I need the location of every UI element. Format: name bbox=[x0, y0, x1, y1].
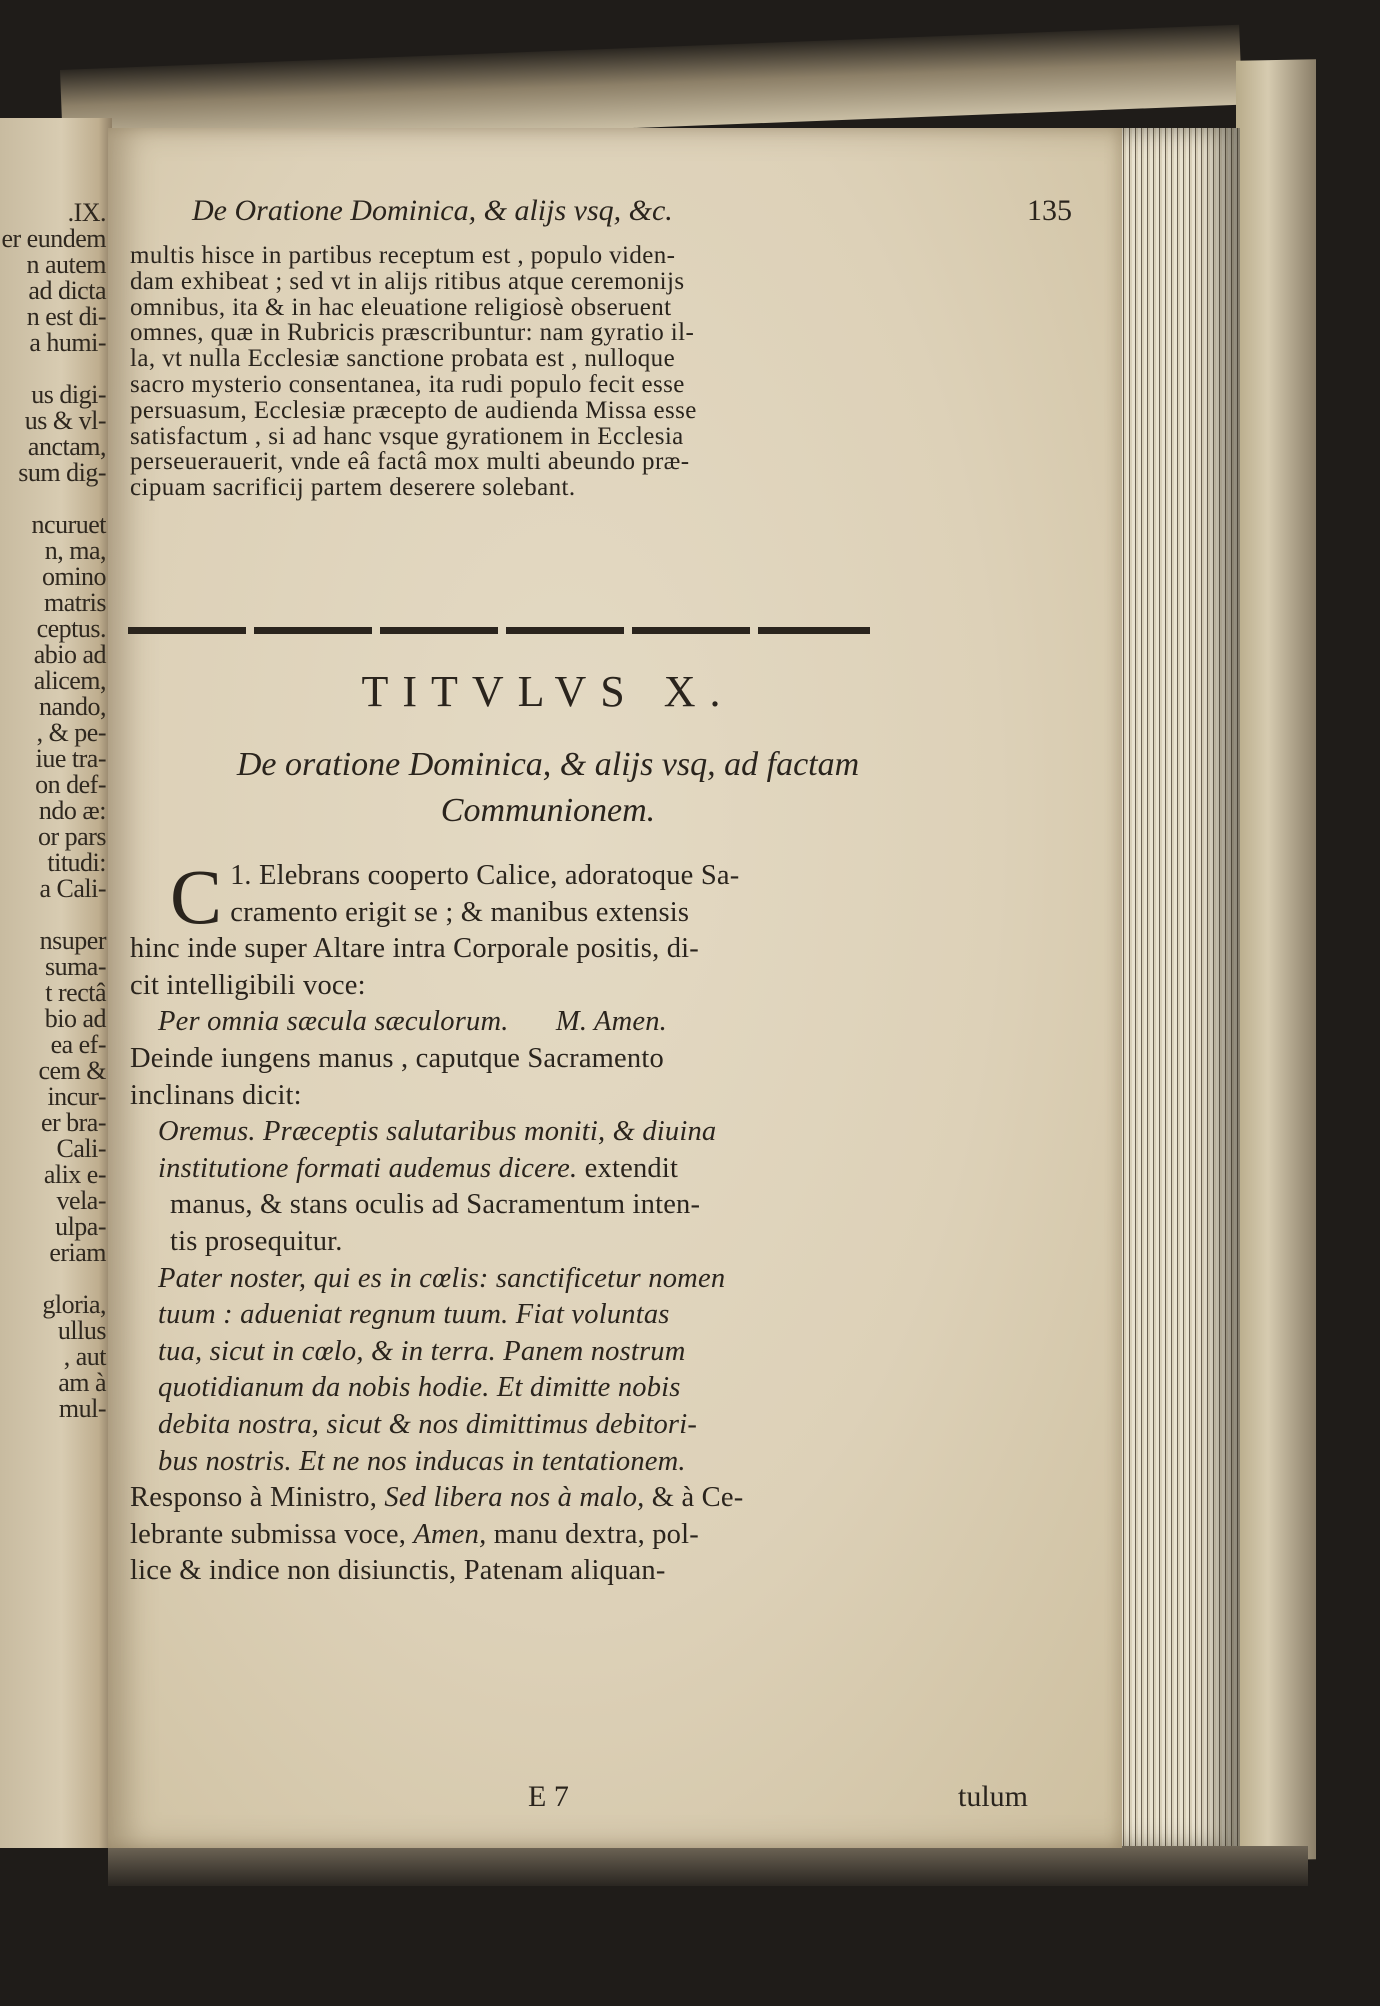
text-line: tua, sicut in cœlo, & in terra. Panem nostrum bbox=[158, 1335, 686, 1367]
text-line: vela- bbox=[56, 1186, 106, 1215]
text-line: , & pe- bbox=[36, 718, 106, 747]
text-line: Cali- bbox=[56, 1134, 106, 1163]
responso-text: & à Ce- bbox=[644, 1482, 744, 1514]
responso-line bbox=[130, 1480, 1030, 1517]
text-line: incur- bbox=[47, 1082, 106, 1111]
line-text: cramento erigit se ; & manibus extensis bbox=[230, 896, 690, 928]
paragraph-continued bbox=[130, 243, 1030, 501]
right-page bbox=[108, 128, 1122, 1848]
text-line: am à bbox=[58, 1368, 106, 1397]
paragraph-lines bbox=[130, 931, 1030, 1004]
paragraph-1 bbox=[130, 858, 1030, 1590]
text-line: , aut bbox=[63, 1342, 106, 1371]
text-line: us & vl- bbox=[24, 406, 106, 435]
page-edges bbox=[1120, 128, 1240, 1848]
text-line: .IX. bbox=[67, 198, 106, 227]
line bbox=[130, 895, 1030, 932]
text-line: abio ad bbox=[33, 640, 106, 669]
celebrante-line bbox=[130, 1517, 1030, 1554]
text-line: persuasum, Ecclesiæ præcepto de audienda Missa esse bbox=[130, 396, 697, 424]
celebrante-text: manu dextra, pol- bbox=[486, 1518, 699, 1550]
text-line: mul- bbox=[58, 1394, 106, 1423]
oremus-line-1 bbox=[130, 1114, 1030, 1151]
prayer-per-omnia bbox=[130, 1004, 1030, 1041]
text-line: sacro mysterio consentanea, ita rudi populo fecit esse bbox=[130, 370, 685, 398]
text-line: tuum : adueniat regnum tuum. Fiat voluntas bbox=[158, 1299, 670, 1331]
text-line: ceptus. bbox=[36, 614, 106, 643]
text-line bbox=[1, 1266, 106, 1292]
responso-italic: Sed libera nos à malo, bbox=[384, 1482, 645, 1514]
running-header bbox=[192, 194, 1072, 234]
line-text: lice & indice non disiunctis, Patenam aliquan- bbox=[130, 1555, 666, 1587]
catchword: tulum bbox=[957, 1780, 1028, 1813]
celebrante-text: lebrante submissa voce, bbox=[130, 1518, 414, 1550]
text-line: alix e- bbox=[43, 1160, 106, 1189]
section-title: TITVLVS X. bbox=[361, 667, 735, 716]
running-title: De Oratione Dominica, & alijs vsq, &c. bbox=[192, 194, 673, 227]
text-line: dam exhibeat ; sed vt in alijs ritibus atque ceremonijs bbox=[130, 267, 685, 295]
text-line: nsuper bbox=[39, 926, 106, 955]
line-text: Elebrans cooperto Calice, adoratoque Sa- bbox=[258, 860, 740, 891]
text-line: cipuam sacrificij partem deserere solebant. bbox=[130, 474, 576, 501]
oremus-text: institutione formati audemus dicere. bbox=[158, 1152, 578, 1184]
rubric-lines bbox=[130, 1187, 1030, 1260]
paragraph-number: 1. bbox=[230, 860, 252, 891]
text-line: alicem, bbox=[33, 666, 106, 695]
text-line bbox=[1, 486, 106, 512]
text-line: a humi- bbox=[29, 328, 106, 357]
per-omnia-text: Per omnia sæcula sæculorum. bbox=[158, 1006, 509, 1038]
text-line: perseuerauerit, vnde eâ factâ mox multi abeundo præ- bbox=[130, 448, 690, 476]
text-line bbox=[1, 902, 106, 928]
text-line: bus nostris. Et ne nos inducas in tentationem. bbox=[158, 1445, 686, 1477]
oremus-text: Oremus. Præceptis salutaribus moniti, & diuina bbox=[158, 1116, 717, 1148]
rubric-text: extendit bbox=[577, 1152, 679, 1184]
text-line: nando, bbox=[38, 692, 106, 721]
text-line: us digi- bbox=[31, 380, 106, 409]
text-line: er bra- bbox=[40, 1108, 106, 1137]
text-line: bio ad bbox=[44, 1004, 106, 1033]
text-line: n autem bbox=[26, 250, 106, 279]
left-page-edge bbox=[0, 118, 112, 1848]
amen-response: M. Amen. bbox=[555, 1006, 667, 1038]
section-subtitle-line-1: De oratione Dominica, & alijs vsq, ad factam bbox=[236, 746, 860, 783]
text-line: t rectâ bbox=[45, 978, 106, 1007]
text-line: er eundem bbox=[1, 224, 106, 253]
text-line: ad dicta bbox=[28, 276, 106, 305]
text-line: sum dig- bbox=[18, 458, 106, 487]
text-line: titudi: bbox=[47, 848, 106, 877]
text-line: anctam, bbox=[27, 432, 106, 461]
page-number: 135 bbox=[1027, 194, 1072, 227]
oremus-line-2 bbox=[130, 1151, 1030, 1188]
text-line: or pars bbox=[38, 822, 106, 851]
text-line: ullus bbox=[57, 1316, 106, 1345]
text-line: ncuruet bbox=[31, 510, 106, 539]
text-line: manus, & stans oculis ad Sacramentum inten- bbox=[170, 1189, 701, 1221]
book-cover-bottom bbox=[108, 1846, 1308, 1886]
text-line bbox=[1, 356, 106, 382]
text-line: Deinde iungens manus , caputque Sacramento bbox=[130, 1042, 664, 1074]
text-line: on def- bbox=[35, 770, 106, 799]
text-line: ndo æ: bbox=[38, 796, 106, 825]
ornamental-rule bbox=[128, 627, 870, 634]
last-line bbox=[130, 1553, 1030, 1590]
text-line: debita nostra, sicut & nos dimittimus debitori- bbox=[158, 1408, 698, 1440]
signature-mark: E 7 bbox=[528, 1780, 569, 1813]
text-line: n, ma, bbox=[44, 536, 106, 565]
text-line: a Cali- bbox=[39, 874, 106, 903]
text-line: suma- bbox=[44, 952, 106, 981]
section-subtitle-line-2: Communionem. bbox=[440, 792, 656, 829]
text-line: omino bbox=[42, 562, 106, 591]
text-line: la, vt nulla Ecclesiæ sanctione probata est , nulloque bbox=[130, 345, 676, 373]
deinde-lines bbox=[130, 1041, 1030, 1114]
text-line: gloria, bbox=[42, 1290, 106, 1319]
text-line: ea ef- bbox=[50, 1030, 106, 1059]
text-line: multis hisce in partibus receptum est , populo viden- bbox=[130, 243, 676, 269]
text-line: satisfactum , si ad hanc vsque gyrationem in Ecclesia bbox=[130, 422, 684, 450]
book-cover-edge bbox=[1236, 59, 1316, 1860]
text-line: cem & bbox=[38, 1056, 106, 1085]
text-line: n est di- bbox=[26, 302, 106, 331]
text-line: matris bbox=[44, 588, 106, 617]
text-line: inclinans dicit: bbox=[130, 1079, 302, 1111]
pater-noster bbox=[130, 1261, 1030, 1481]
left-page-text bbox=[1, 200, 106, 1422]
responso-text: Responso à Ministro, bbox=[130, 1482, 385, 1514]
text-line: omnibus, ita & in hac eleuatione religiosè obseruent bbox=[130, 293, 672, 321]
celebrante-amen: Amen, bbox=[413, 1518, 487, 1550]
page-footer bbox=[528, 1780, 1028, 1814]
text-line: hinc inde super Altare intra Corporale positis, di- bbox=[130, 933, 699, 965]
text-line: tis prosequitur. bbox=[170, 1225, 343, 1257]
text-line: Pater noster, qui es in cœlis: sanctificetur nomen bbox=[158, 1262, 726, 1294]
text-line: eriam bbox=[49, 1238, 106, 1267]
drop-capital: C bbox=[170, 858, 223, 940]
text-line: cit intelligibili voce: bbox=[130, 969, 366, 1001]
text-line: quotidianum da nobis hodie. Et dimitte nobis bbox=[158, 1372, 681, 1404]
text-line: iue tra- bbox=[35, 744, 106, 773]
text-line: ulpa- bbox=[55, 1212, 106, 1241]
text-line: omnes, quæ in Rubricis præscribuntur: nam gyratio il- bbox=[130, 319, 695, 347]
